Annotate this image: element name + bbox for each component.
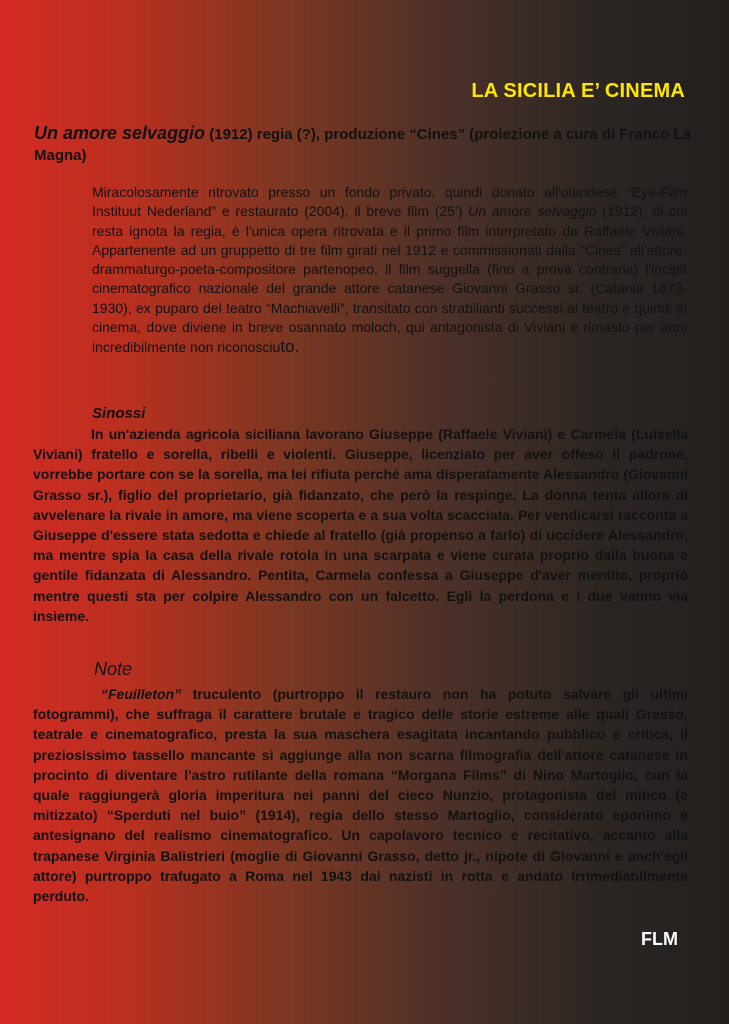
page-title: LA SICILIA E’ CINEMA bbox=[471, 80, 685, 102]
intro-text-2: (1912), di cui resta ignota la regia, è l'unica opera ritrovata e il primo film interpretato da Raffaele Viviani. Appartenente ad un gruppetto di tre film girati nel 1912 e commissionati dalla “Cines” all'attore-drammaturgo-poeta-compositore partenopeo, il film suggella (fino a prova contraria) l'incipit cinematografico nazionale del grande attore catanese Giovanni Grasso sr. (Catania 1873-1930), ex puparo del teatro “Machiavelli”, transitato con strabilianti successi al teatro e quindi al cinema, dove diviene in breve osannato moloch, qui antagonista di Viviani e rimasto per anni incredibilmente non riconosciu bbox=[92, 203, 687, 356]
sinossi-text: In un'azienda agricola siciliana lavorano Giuseppe (Raffaele Viviani) e Carmela (Luisella Viviani) fratello e sorella, ribelli e violenti. Giuseppe, licenziato per aver offeso il padrone, vorrebbe portare con se la sorella, ma lei rifiuta perché ama disperatamente Alessandro (Giovanni Grasso sr.), figlio del proprietario, già fidanzato, che però la respinge. La donna tenta allora di avvelenare la rivale in amore, ma viene scoperta e a sua volta scacciata. Per vendicarsi racconta a Giuseppe d'essere stata sedotta e chiede al fratello (già propenso a farlo) di uccidere Alessandro, ma mentre spia la casa della rivale rotola in una scarpata e viene curata proprio dalla buona e gentile fidanzata di Alessandro. Pentita, Carmela confessa a Giuseppe d'aver mentito, proprio mentre questi sta per colpire Alessandro con un falcetto. Egli la perdona e i due vanno via insieme. bbox=[33, 426, 688, 624]
note-heading: Note bbox=[94, 659, 133, 679]
note-paragraph bbox=[33, 684, 688, 906]
film-headline bbox=[34, 123, 699, 166]
headline-film-title: Un amore selvaggio bbox=[34, 123, 206, 143]
author-signature: FLM bbox=[641, 929, 678, 949]
intro-paragraph bbox=[92, 183, 687, 358]
note-text: truculento (purtroppo il restauro non ha potuto salvare gli ultimi fotogrammi), che suffraga il carattere brutale e tragico delle storie estreme alle quali Grasso, teatrale e cinematografico, presta la sua maschera esagitata incantando pubblico e critica, il preziosissimo tassello mancante si aggiunge alla non scarna filmografia dell'attore catanese in procinto di diventare l'astro rutilante della romana “Morgana Films” di Nino Martoglio, con la quale raggiungerà gloria imperitura nei panni del cieco Nunzio, protagonista del mitico (e mitizzato) “Sperduti nel buio” (1914), regia dello stesso Martoglio, considerato eponimo e antesignano del realismo cinematografico. Un capolavoro tecnico e recitativo, accanto alla trapanese Virginia Balistrieri (moglie di Giovanni Grasso, detto jr., nipote di Giovanni e anch'egli attore) purtroppo trafugato a Roma nel 1943 dai nazisti in rotta e andato irrimediabilmente perduto. bbox=[33, 686, 688, 905]
intro-text-3: to. bbox=[280, 337, 300, 357]
intro-text-1: Miracolosamente ritrovato presso un fondo privato, quindi donato all'olandese “Eye-Film Instituut Nederland” e restaurato (2004), il breve film (25') bbox=[92, 184, 687, 220]
sinossi-paragraph bbox=[33, 424, 688, 626]
note-lead: “Feuilleton” bbox=[101, 686, 182, 702]
intro-film-title: Un amore selvaggio bbox=[468, 203, 597, 220]
headline-details: (1912) regia (?), produzione “Cines” (proiezione a cura di Franco La Magna) bbox=[34, 126, 691, 164]
sinossi-heading: Sinossi bbox=[92, 405, 146, 422]
